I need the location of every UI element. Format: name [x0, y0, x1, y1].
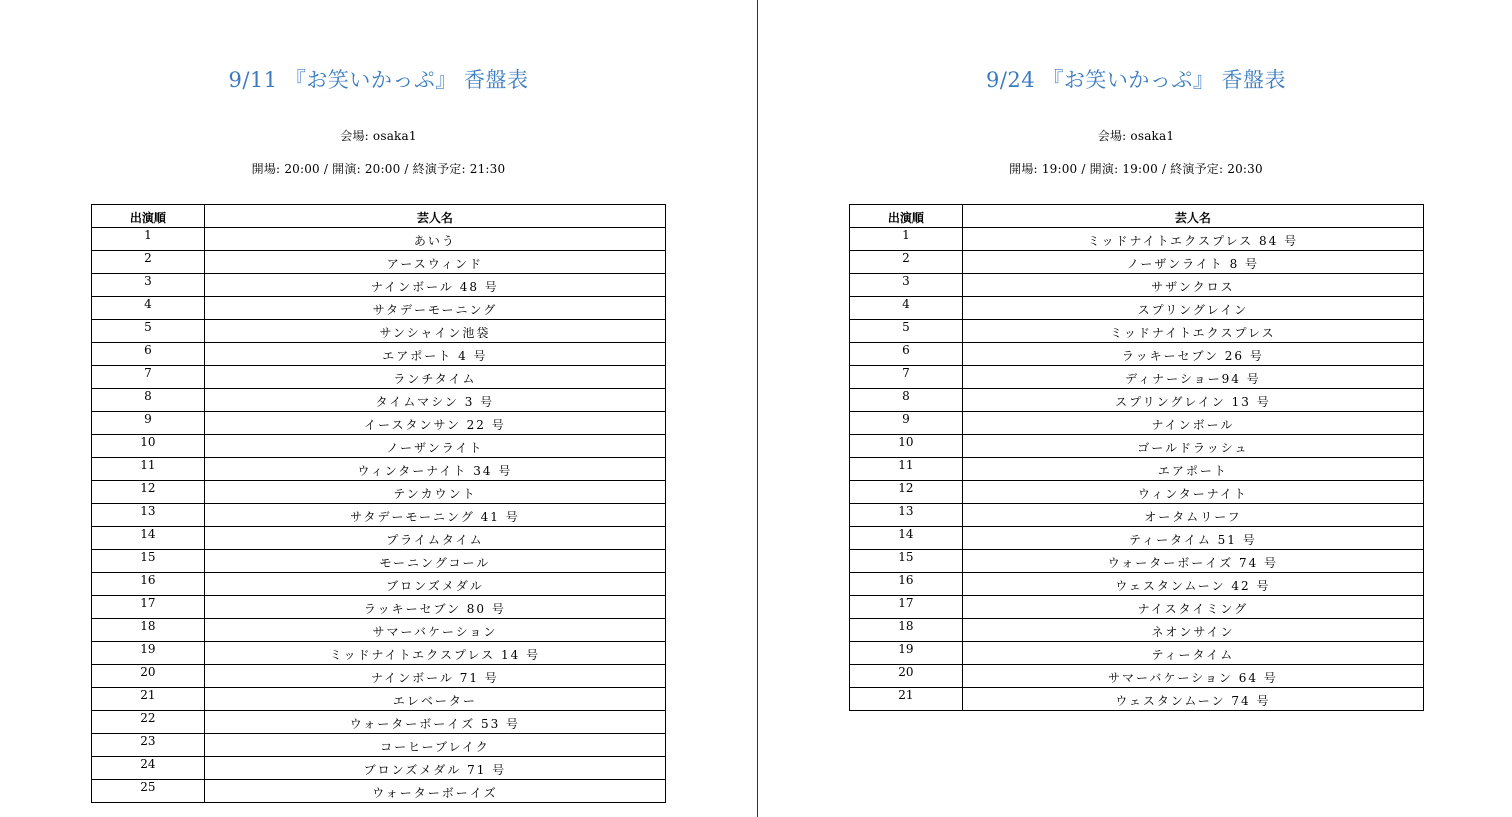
lineup-body	[850, 228, 1424, 711]
order-cell: 20	[92, 665, 205, 688]
performer-name-cell: ミッドナイトエクスプレス	[962, 320, 1423, 343]
table-header-row	[92, 205, 666, 228]
table-row	[92, 274, 666, 297]
order-cell: 4	[850, 297, 963, 320]
order-cell: 8	[850, 389, 963, 412]
performer-name-cell: スプリングレイン 13 号	[962, 389, 1423, 412]
table-row	[850, 642, 1424, 665]
order-cell: 24	[92, 757, 205, 780]
performer-name-cell: ディナーショー94 号	[962, 366, 1423, 389]
table-row	[92, 458, 666, 481]
performer-name-cell: ナイスタイミング	[962, 596, 1423, 619]
order-cell: 4	[92, 297, 205, 320]
order-cell: 5	[92, 320, 205, 343]
table-row	[92, 688, 666, 711]
order-cell: 25	[92, 780, 205, 803]
performer-name-cell: ブロンズメダル	[204, 573, 665, 596]
table-row	[850, 619, 1424, 642]
order-cell: 6	[92, 343, 205, 366]
performer-name-cell: コーヒーブレイク	[204, 734, 665, 757]
page-right	[758, 0, 1512, 817]
performer-name-cell: モーニングコール	[204, 550, 665, 573]
order-cell: 1	[850, 228, 963, 251]
performer-name-cell: ノーザンライト 8 号	[962, 251, 1423, 274]
schedule-text: 開場: 19:00 / 開演: 19:00 / 終演予定: 20:30	[1009, 162, 1263, 176]
performer-name-cell: あいう	[204, 228, 665, 251]
table-header-row	[850, 205, 1424, 228]
table-row	[850, 527, 1424, 550]
order-cell: 10	[92, 435, 205, 458]
order-cell: 16	[92, 573, 205, 596]
order-cell: 15	[92, 550, 205, 573]
table-row	[92, 619, 666, 642]
performer-name-cell: ナインボール	[962, 412, 1423, 435]
table-row	[92, 320, 666, 343]
table-row	[850, 550, 1424, 573]
performer-name-cell: サザンクロス	[962, 274, 1423, 297]
performer-name-cell: アースウィンド	[204, 251, 665, 274]
table-row	[92, 757, 666, 780]
performer-name-cell: ウェスタンムーン 42 号	[962, 573, 1423, 596]
schedule-text: 開場: 20:00 / 開演: 20:00 / 終演予定: 21:30	[251, 162, 506, 176]
order-cell: 17	[850, 596, 963, 619]
table-row	[850, 251, 1424, 274]
order-cell: 11	[850, 458, 963, 481]
lineup-table	[91, 204, 666, 803]
performer-name-cell: ネオンサイン	[962, 619, 1423, 642]
table-row	[850, 688, 1424, 711]
table-row	[92, 642, 666, 665]
table-row	[92, 665, 666, 688]
order-cell: 3	[92, 274, 205, 297]
column-header-order: 出演順	[92, 205, 205, 228]
order-cell: 12	[850, 481, 963, 504]
table-row	[92, 435, 666, 458]
order-cell: 9	[850, 412, 963, 435]
table-row	[92, 573, 666, 596]
column-header-order: 出演順	[850, 205, 963, 228]
performer-name-cell: ウィンターナイト 34 号	[204, 458, 665, 481]
performer-name-cell: サマーバケーション 64 号	[962, 665, 1423, 688]
table-row	[92, 527, 666, 550]
table-row	[92, 734, 666, 757]
order-cell: 12	[92, 481, 205, 504]
performer-name-cell: エレベーター	[204, 688, 665, 711]
table-row	[92, 550, 666, 573]
table-row	[92, 412, 666, 435]
lineup-body	[92, 228, 666, 803]
table-row	[92, 481, 666, 504]
performer-name-cell: ウィンターナイト	[962, 481, 1423, 504]
order-cell: 23	[92, 734, 205, 757]
table-row	[850, 389, 1424, 412]
order-cell: 11	[92, 458, 205, 481]
order-cell: 1	[92, 228, 205, 251]
page-title: 9/11 『お笑いかっぷ』 香盤表	[228, 68, 529, 92]
performer-name-cell: イースタンサン 22 号	[204, 412, 665, 435]
lineup-table	[849, 204, 1424, 711]
order-cell: 21	[92, 688, 205, 711]
order-cell: 5	[850, 320, 963, 343]
table-row	[92, 251, 666, 274]
table-row	[92, 596, 666, 619]
performer-name-cell: ミッドナイトエクスプレス 84 号	[962, 228, 1423, 251]
order-cell: 7	[850, 366, 963, 389]
table-row	[92, 343, 666, 366]
performer-name-cell: サタデーモーニング 41 号	[204, 504, 665, 527]
order-cell: 2	[92, 251, 205, 274]
performer-name-cell: エアポート 4 号	[204, 343, 665, 366]
table-row	[850, 297, 1424, 320]
performer-name-cell: ナインボール 71 号	[204, 665, 665, 688]
table-row	[92, 504, 666, 527]
table-row	[92, 366, 666, 389]
table-row	[850, 320, 1424, 343]
order-cell: 6	[850, 343, 963, 366]
order-cell: 22	[92, 711, 205, 734]
order-cell: 2	[850, 251, 963, 274]
performer-name-cell: ゴールドラッシュ	[962, 435, 1423, 458]
table-row	[850, 481, 1424, 504]
table-row	[850, 596, 1424, 619]
table-row	[850, 504, 1424, 527]
order-cell: 20	[850, 665, 963, 688]
order-cell: 3	[850, 274, 963, 297]
venue-text: 会場: osaka1	[340, 129, 417, 143]
performer-name-cell: ラッキーセブン 80 号	[204, 596, 665, 619]
performer-name-cell: プライムタイム	[204, 527, 665, 550]
performer-name-cell: タイムマシン 3 号	[204, 389, 665, 412]
venue-text: 会場: osaka1	[1097, 129, 1175, 143]
table-row	[850, 366, 1424, 389]
performer-name-cell: ティータイム	[962, 642, 1423, 665]
order-cell: 13	[850, 504, 963, 527]
order-cell: 7	[92, 366, 205, 389]
performer-name-cell: ランチタイム	[204, 366, 665, 389]
order-cell: 14	[850, 527, 963, 550]
performer-name-cell: ブロンズメダル 71 号	[204, 757, 665, 780]
order-cell: 14	[92, 527, 205, 550]
performer-name-cell: ウォーターボーイズ 53 号	[204, 711, 665, 734]
order-cell: 21	[850, 688, 963, 711]
table-row	[92, 228, 666, 251]
order-cell: 16	[850, 573, 963, 596]
table-row	[850, 435, 1424, 458]
column-header-name: 芸人名	[962, 205, 1423, 228]
order-cell: 18	[92, 619, 205, 642]
performer-name-cell: サンシャイン池袋	[204, 320, 665, 343]
performer-name-cell: エアポート	[962, 458, 1423, 481]
order-cell: 18	[850, 619, 963, 642]
performer-name-cell: ティータイム 51 号	[962, 527, 1423, 550]
order-cell: 19	[92, 642, 205, 665]
order-cell: 10	[850, 435, 963, 458]
performer-name-cell: ラッキーセブン 26 号	[962, 343, 1423, 366]
performer-name-cell: ナインボール 48 号	[204, 274, 665, 297]
order-cell: 8	[92, 389, 205, 412]
order-cell: 19	[850, 642, 963, 665]
order-cell: 17	[92, 596, 205, 619]
performer-name-cell: ウェスタンムーン 74 号	[962, 688, 1423, 711]
table-row	[850, 228, 1424, 251]
table-row	[850, 573, 1424, 596]
table-row	[850, 412, 1424, 435]
column-header-name: 芸人名	[204, 205, 665, 228]
order-cell: 13	[92, 504, 205, 527]
performer-name-cell: サマーバケーション	[204, 619, 665, 642]
performer-name-cell: スプリングレイン	[962, 297, 1423, 320]
table-row	[92, 711, 666, 734]
table-row	[850, 458, 1424, 481]
table-row	[92, 297, 666, 320]
performer-name-cell: ノーザンライト	[204, 435, 665, 458]
order-cell: 15	[850, 550, 963, 573]
table-row	[850, 274, 1424, 297]
table-row	[92, 780, 666, 803]
performer-name-cell: サタデーモーニング	[204, 297, 665, 320]
table-row	[850, 665, 1424, 688]
performer-name-cell: テンカウント	[204, 481, 665, 504]
performer-name-cell: オータムリーフ	[962, 504, 1423, 527]
performer-name-cell: ウォーターボーイズ	[204, 780, 665, 803]
table-row	[850, 343, 1424, 366]
performer-name-cell: ウォーターボーイズ 74 号	[962, 550, 1423, 573]
page-title: 9/24 『お笑いかっぷ』 香盤表	[985, 68, 1286, 92]
order-cell: 9	[92, 412, 205, 435]
performer-name-cell: ミッドナイトエクスプレス 14 号	[204, 642, 665, 665]
table-row	[92, 389, 666, 412]
